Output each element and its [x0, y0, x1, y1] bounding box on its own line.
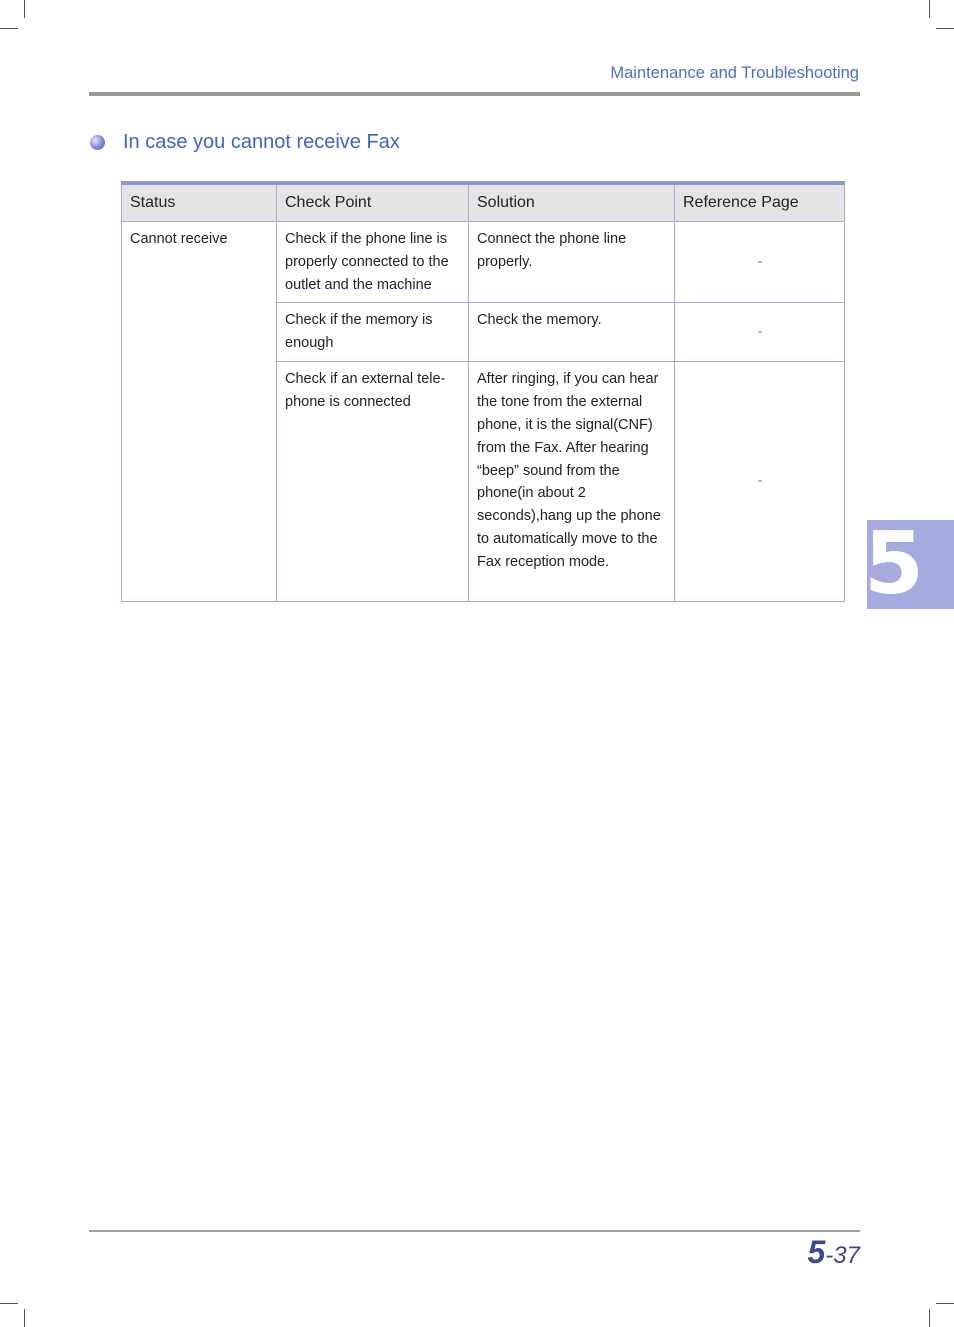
running-header-title: Maintenance and Troubleshooting	[610, 64, 859, 82]
table-header-row	[122, 183, 845, 222]
chapter-tab-number: 5	[864, 514, 924, 614]
crop-mark	[936, 28, 954, 29]
solution-cell: After ringing, if you can hear the tone from the external phone, it is the signal(CNF) from the Fax. After hearing “beep” sound from the phone(in about 2 seconds),hang up the phone to automatically move to the Fax reception mode.	[469, 362, 675, 602]
check-point-cell: Check if the phone line is properly connected to the outlet and the machine	[277, 222, 469, 303]
page-number-chapter: 5	[807, 1234, 826, 1270]
page-number-separator: -	[825, 1242, 834, 1269]
header-rule	[89, 92, 860, 96]
solution-cell: Connect the phone line properly.	[469, 222, 675, 303]
table-row	[122, 222, 845, 303]
crop-mark	[0, 1303, 18, 1304]
section-heading	[90, 131, 400, 154]
check-point-cell: Check if an external tele-phone is connected	[277, 362, 469, 602]
sphere-bullet-icon	[90, 135, 105, 150]
reference-page-cell: -	[675, 362, 845, 602]
column-header-check-point: Check Point	[277, 183, 469, 222]
chapter-tab	[864, 514, 954, 614]
crop-mark	[0, 28, 18, 29]
page-number	[808, 1234, 861, 1271]
column-header-solution: Solution	[469, 183, 675, 222]
troubleshooting-table	[121, 181, 845, 602]
solution-cell: Check the memory.	[469, 303, 675, 362]
status-cell: Cannot receive	[122, 222, 277, 602]
crop-mark	[929, 1309, 930, 1327]
crop-mark	[24, 0, 25, 18]
reference-page-cell: -	[675, 222, 845, 303]
crop-mark	[24, 1309, 25, 1327]
reference-page-cell: -	[675, 303, 845, 362]
section-title: In case you cannot receive Fax	[123, 131, 400, 153]
footer-rule	[89, 1230, 860, 1232]
column-header-status: Status	[122, 183, 277, 222]
page-number-page: 37	[833, 1242, 860, 1269]
crop-mark	[929, 0, 930, 18]
column-header-reference-page: Reference Page	[675, 183, 845, 222]
crop-mark	[936, 1303, 954, 1304]
check-point-cell: Check if the memory is enough	[277, 303, 469, 362]
